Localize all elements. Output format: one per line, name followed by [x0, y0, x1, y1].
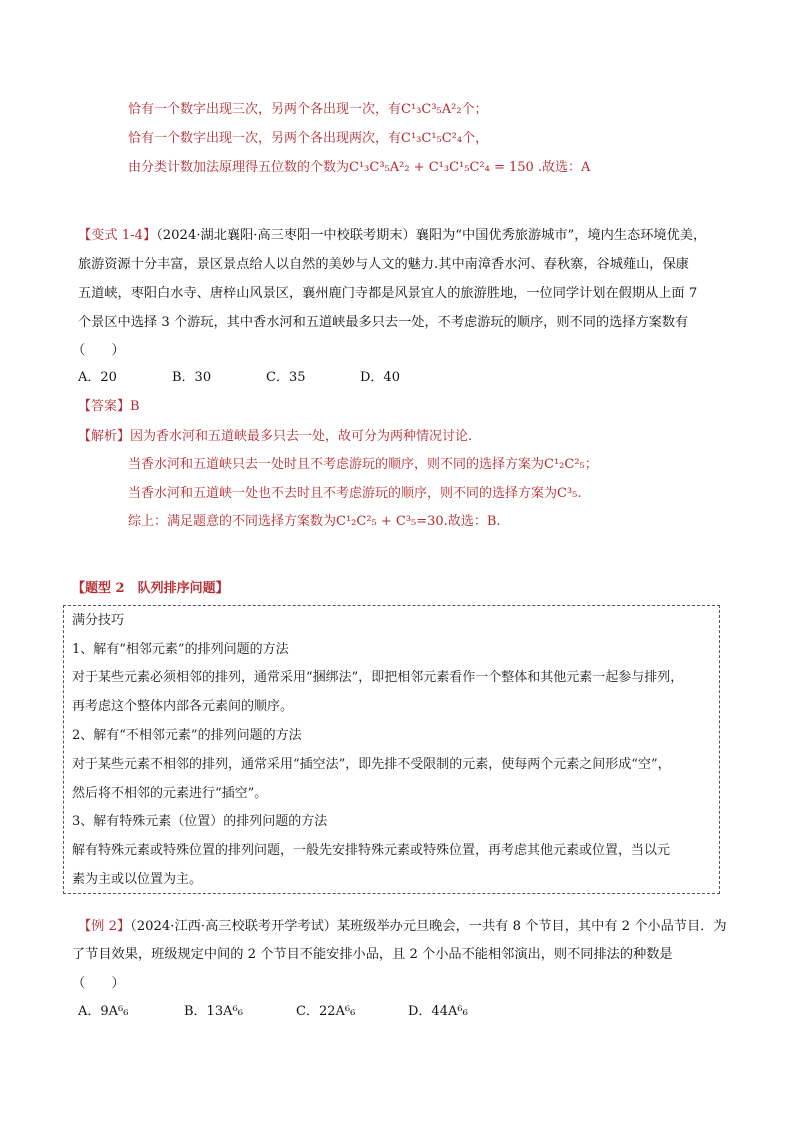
tips-heading-2: 2、解有“不相邻元素”的排列问题的方法	[72, 728, 302, 743]
example-line-1	[78, 918, 727, 936]
tips-para-2a: 对于某些元素不相邻的排列，通常采用“插空法”，即先排不受限制的元素，使每两个元素之间形成“空”，	[72, 757, 671, 772]
variant-text-1: （2024·湖北襄阳·高三枣阳一中校联考期末）襄阳为“中国优秀旅游城市”，境内生态环境优美，	[156, 228, 707, 243]
analysis-line-4: 综上：满足题意的不同选择方案数为C¹₂C²₅ + C³₅=30.故选：B.	[128, 514, 501, 529]
example-option-b[interactable]: B．13A⁶₆	[184, 1004, 243, 1019]
answer-tag: 【答案】	[78, 399, 131, 414]
example-option-d[interactable]: D．44A⁶₆	[408, 1004, 468, 1019]
analysis-text-1: 因为香水河和五道峡最多只去一处，故可分为两种情况讨论.	[130, 429, 473, 444]
example-paren: （ ）	[72, 976, 125, 991]
analysis-line-2: 当香水河和五道峡只去一处时且不考虑游玩的顺序，则不同的选择方案为C¹₂C²₅；	[128, 457, 598, 472]
variant-tag: 【变式 1-4】	[78, 228, 157, 243]
variant-option-d[interactable]: D．40	[360, 370, 400, 385]
answer-line	[78, 398, 140, 416]
analysis-tag: 【解析】	[78, 429, 131, 444]
variant-option-b[interactable]: B．30	[172, 370, 212, 385]
tips-para-2b: 然后将不相邻的元素进行“插空”。	[72, 786, 268, 801]
example-tag: 【例 2】	[78, 919, 131, 934]
variant-line-3: 五道峡，枣阳白水寺、唐梓山风景区，襄州鹿门寺都是风景宜人的旅游胜地，一位同学计划在假期从上面 7	[78, 286, 698, 301]
variant-option-c[interactable]: C．35	[266, 370, 306, 385]
tips-para-1b: 再考虑这个整体内部各元素间的顺序。	[72, 699, 294, 714]
variant-option-a[interactable]: A．20	[78, 370, 117, 385]
solution-line-2: 恰有一个数字出现一次，另两个各出现两次，有C¹₃C¹₅C²₄个，	[128, 131, 489, 146]
variant-line-4: 个景区中选择 3 个游玩，其中香水河和五道峡最多只去一处，不考虑游玩的顺序，则不同的选择方案数有	[78, 315, 689, 330]
answer-value: B	[130, 399, 140, 414]
variant-line-2: 旅游资源十分丰富，景区景点给人以自然的美妙与人文的魅力.其中南漳香水河、春秋寨，谷城薤山，保康	[78, 257, 689, 272]
solution-line-1: 恰有一个数字出现三次，另两个各出现一次，有C¹₃C³₅A²₂个；	[128, 102, 488, 117]
tips-title: 满分技巧	[72, 613, 125, 628]
tips-para-3a: 解有特殊元素或特殊位置的排列问题，一般先安排特殊元素或特殊位置，再考虑其他元素或位置，当以元	[72, 843, 671, 858]
section-title: 【题型 2 队列排序问题】	[72, 581, 229, 596]
solution-line-3: 由分类计数加法原理得五位数的个数为C¹₃C³₅A²₂ + C¹₃C¹₅C²₄ = 150 .故选：A	[128, 160, 591, 175]
tips-para-1a: 对于某些元素必须相邻的排列，通常采用“捆绑法”，即把相邻元素看作一个整体和其他元素一起参与排列，	[72, 670, 684, 685]
example-line-2: 了节目效果，班级规定中间的 2 个节目不能安排小品，且 2 个小品不能相邻演出，则不同排法的种数是	[72, 947, 673, 962]
example-option-a[interactable]: A．9A⁶₆	[78, 1004, 129, 1019]
example-text-1: （2024·江西·高三校联考开学考试）某班级举办元旦晚会，一共有 8 个节目，其中有 2 个小品节目．为	[130, 919, 727, 934]
tips-heading-1: 1、解有“相邻元素”的排列问题的方法	[72, 642, 289, 657]
tips-para-3b: 素为主或以位置为主。	[72, 872, 203, 887]
analysis-line-1	[78, 428, 472, 446]
tips-heading-3: 3、解有特殊元素（位置）的排列问题的方法	[72, 814, 328, 829]
variant-line-1	[78, 227, 706, 245]
variant-paren: （ ）	[72, 343, 125, 358]
example-option-c[interactable]: C．22A⁶₆	[296, 1004, 356, 1019]
analysis-line-3: 当香水河和五道峡一处也不去时且不考虑游玩的顺序，则不同的选择方案为C³₅.	[128, 486, 582, 501]
